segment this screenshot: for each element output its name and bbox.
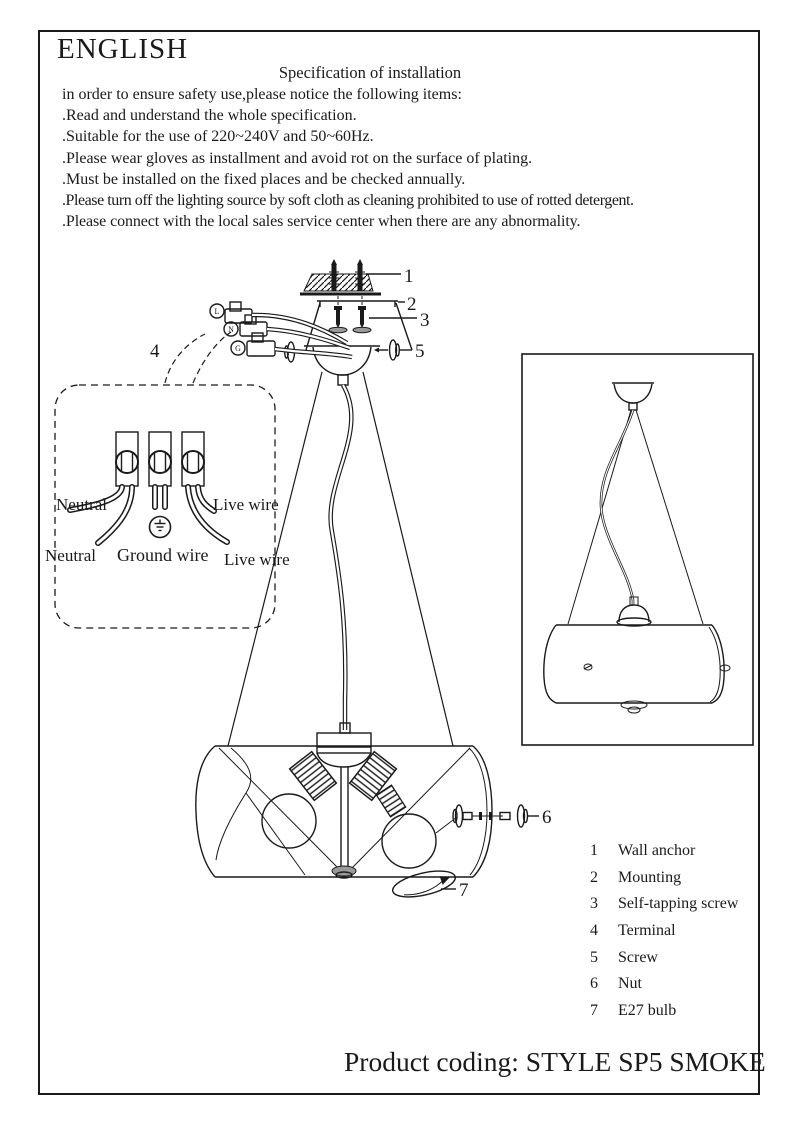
callout-4-leaders	[165, 332, 231, 383]
terminal-block-1	[116, 432, 138, 486]
parts-list-row	[590, 838, 738, 865]
product-coding: Product coding: STYLE SP5 SMOKE	[344, 1046, 766, 1077]
callout-2: 2	[407, 294, 417, 315]
label-neutral-top: Neutral	[56, 495, 107, 514]
callout-6: 6	[542, 807, 552, 828]
part-number: 5	[590, 948, 598, 966]
terminal-marker-l: L	[214, 307, 220, 316]
part-name: Wall anchor	[618, 842, 696, 860]
part-name: Screw	[618, 948, 658, 966]
terminal-block-2	[149, 432, 171, 486]
instruction-item: .Please turn off the lighting source by soft cloth as cleaning prohibited to use of rotted detergent.	[62, 192, 634, 210]
callout-1: 1	[404, 266, 414, 287]
label-live-bottom: Live wire	[224, 550, 290, 569]
preview-canopy	[612, 383, 654, 410]
instruction-item: .Please wear gloves as installment and avoid rot on the surface of plating.	[62, 149, 533, 167]
power-cord	[331, 385, 352, 730]
parts-list-row	[590, 891, 738, 918]
ceiling-hatch	[300, 274, 381, 294]
parts-list-row	[590, 998, 738, 1025]
lamp-shade	[196, 723, 492, 878]
terminal-connectors	[210, 302, 275, 356]
part-number: 6	[590, 975, 598, 993]
callout-3: 3	[420, 310, 430, 331]
terminal-marker-g: G	[235, 344, 241, 353]
page-title: Specification of installation	[278, 63, 462, 82]
parts-list-row	[590, 971, 738, 998]
part-number: 4	[590, 922, 598, 940]
terminal-marker-n: N	[228, 325, 234, 334]
part-name: Nut	[618, 975, 642, 993]
nut-assembly	[453, 805, 528, 827]
callout-4: 4	[150, 341, 160, 362]
parts-list-row	[590, 918, 738, 945]
instruction-item: .Must be installed on the fixed places and be checked annually.	[62, 170, 466, 188]
callout-7: 7	[459, 880, 469, 901]
language-header: ENGLISH	[57, 33, 189, 65]
preview-shade	[544, 625, 730, 713]
label-ground-wire: Ground wire	[117, 545, 209, 565]
parts-list	[590, 838, 738, 1024]
bulbs	[262, 794, 457, 868]
instruction-item: .Read and understand the whole specification.	[62, 107, 357, 125]
part-name: Mounting	[618, 868, 682, 886]
e27-bulb-icon	[390, 866, 457, 902]
part-name: Self-tapping screw	[618, 895, 739, 913]
parts-list-row	[590, 944, 738, 971]
terminal-block-3	[182, 432, 204, 486]
screw-icon-right	[374, 340, 399, 360]
ground-symbol-icon	[150, 517, 171, 538]
part-number: 7	[590, 1001, 598, 1019]
parts-list-row	[590, 865, 738, 892]
label-neutral-bottom: Neutral	[45, 546, 96, 565]
part-number: 3	[590, 895, 598, 913]
callout-5: 5	[415, 341, 425, 362]
assembled-lamp-box	[522, 354, 753, 745]
self-tapping-screw-icons	[329, 306, 371, 333]
part-name: Terminal	[618, 922, 676, 940]
part-name: E27 bulb	[618, 1001, 677, 1019]
part-number: 1	[590, 842, 598, 860]
inset-wiring-box	[45, 385, 290, 628]
instructions-intro: in order to ensure safety use,please notice the following items:	[62, 86, 462, 103]
part-number: 2	[590, 868, 598, 886]
instruction-item: .Suitable for the use of 220~240V and 50~60Hz.	[62, 128, 374, 146]
instruction-item: .Please connect with the local sales service center when there are any abnormality.	[62, 213, 581, 231]
label-live-top: Live wire	[213, 495, 279, 514]
